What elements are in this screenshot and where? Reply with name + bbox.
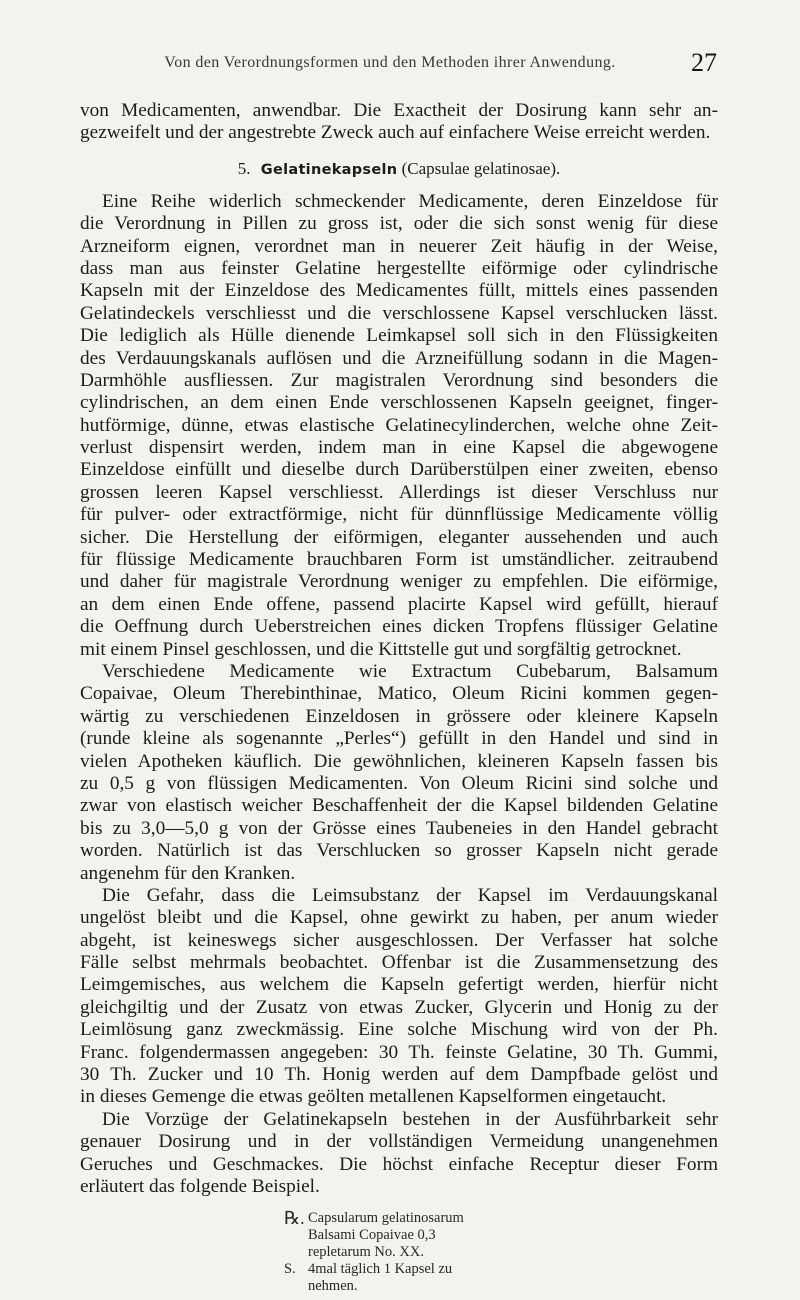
text-line: die Oeffnung durch Ueberstreichen eines dicken Tropfens flüssiger Gelatine xyxy=(80,616,718,638)
text-line: dass man aus feinster Gelatine hergestellte eiförmige oder cylindrische xyxy=(80,257,718,279)
text-line: worden. Natürlich ist das Verschlucken so grosser Kapseln nicht gerade xyxy=(80,840,718,862)
text-line: Die Gefahr, dass die Leimsubstanz der Kapsel im Verdauungskanal xyxy=(102,884,718,906)
text-line: an dem einen Ende offene, passend placirte Kapsel wird gefüllt, hierauf xyxy=(80,593,718,615)
text-line: des Verdauungskanals auflösen und die Arzneifüllung sodann in die Magen- xyxy=(80,347,718,369)
section-title: Gelatinekapseln xyxy=(260,161,398,178)
recipe-signa-label: S. xyxy=(284,1261,296,1278)
text-line: bis zu 3,0—5,0 g von der Grösse eines Taubeneies in den Handel gebracht xyxy=(80,817,718,839)
text-line: von Medicamenten, anwendbar. Die Exactheit der Dosirung kann sehr an- xyxy=(80,100,718,121)
text-line: erläutert das folgende Beispiel. xyxy=(80,1175,320,1197)
text-line: Darmhöhle ausfliessen. Zur magistralen Verordnung sind besonders die xyxy=(80,369,718,391)
paragraph-intro xyxy=(80,100,718,145)
page-number: 27 xyxy=(691,48,717,77)
prescription-example xyxy=(284,1210,718,1295)
text-line: Eine Reihe widerlich schmeckender Medicamente, deren Einzeldose für xyxy=(102,190,718,212)
text-line: Kapseln mit der Einzeldose des Medicamentes füllt, mittels eines passenden xyxy=(80,280,718,302)
text-line: die Verordnung in Pillen zu gross ist, oder die sich sonst wenig für diese xyxy=(80,213,718,235)
text-line: ungelöst bleibt und die Kapsel, ohne gewirkt zu haben, per anum wieder xyxy=(80,907,718,929)
text-line: (runde kleine als sogenannte „Perles“) gefüllt in den Handel und sind in xyxy=(80,728,718,750)
text-line: Die lediglich als Hülle dienende Leimkapsel soll sich in den Flüssigkeiten xyxy=(80,325,718,347)
section-number: 5. xyxy=(237,158,251,178)
recipe-line: Balsami Copaivae 0,3 xyxy=(308,1227,436,1244)
text-line: in dieses Gemenge die etwas geölten metallenen Kapselformen eingetaucht. xyxy=(80,1086,667,1108)
section-heading xyxy=(80,157,718,181)
text-line: Leimgemisches, aus welchem die Kapseln gefertigt werden, hierfür nicht xyxy=(80,974,718,996)
recipe-signa-line: nehmen. xyxy=(308,1278,358,1295)
text-line: verlust dispensirt werden, indem man in eine Kapsel die abgewogene xyxy=(80,437,718,459)
paragraph-main xyxy=(80,191,718,661)
text-line: zwar von elastisch weicher Beschaffenheit der die Kapsel bildenden Gelatine xyxy=(80,795,718,817)
text-line: Franc. folgendermassen angegeben: 30 Th. feinste Gelatine, 30 Th. Gummi, xyxy=(80,1041,718,1063)
recipe-line: repletarum No. XX. xyxy=(308,1244,424,1261)
text-line: angenehm für den Kranken. xyxy=(80,862,296,884)
text-line: Arzneiform eignen, verordnet man in neuerer Zeit häufig in der Weise, xyxy=(80,235,718,257)
paragraph-3 xyxy=(80,885,718,1109)
text-line: Einzeldose einfüllt und dieselbe durch Darüberstülpen einer zweiten, ebenso xyxy=(80,459,718,481)
text-line: für flüssige Medicamente brauchbaren Form ist umständlicher. zeitraubend xyxy=(80,549,718,571)
running-head: Von den Verordnungsformen und den Methoden ihrer Anwendung. xyxy=(164,54,616,71)
paragraph-2 xyxy=(80,661,718,885)
text-line: Copaivae, Oleum Therebinthinae, Matico, Oleum Ricini kommen gegen- xyxy=(80,683,718,705)
text-line: und daher für magistrale Verordnung weniger zu empfehlen. Die eiförmige, xyxy=(80,571,718,593)
text-line: wärtig zu verschiedenen Einzeldosen in grössere oder kleinere Kapseln xyxy=(80,705,718,727)
paragraph-4 xyxy=(80,1109,718,1199)
recipe-rx-symbol: ℞. xyxy=(284,1208,305,1229)
text-line: genauer Dosirung und in der vollständigen Vermeidung unangenehmen xyxy=(80,1131,718,1153)
recipe-signa-line: 4mal täglich 1 Kapsel zu xyxy=(308,1261,453,1278)
text-line: zu 0,5 g von flüssigen Medicamenten. Von Oleum Ricini sind solche und xyxy=(80,772,718,794)
text-line: mit einem Pinsel geschlossen, und die Kittstelle gut und sorgfältig getrocknet. xyxy=(80,638,682,660)
body-text xyxy=(80,100,718,1295)
section-subtitle: (Capsulae gelatinosae). xyxy=(401,158,561,178)
text-line: Geruches und Geschmackes. Die höchst einfache Receptur dieser Form xyxy=(80,1153,718,1175)
text-line: cylindrischen, an dem einen Ende verschlossenen Kapseln geeignet, finger- xyxy=(80,392,718,414)
text-line: vielen Apotheken käuflich. Die gewöhnlichen, kleineren Kapseln fassen bis xyxy=(80,750,718,772)
text-line: für pulver- oder extractförmige, nicht für dünnflüssige Medicamente völlig xyxy=(80,504,718,526)
page-header xyxy=(95,48,717,84)
recipe-line: Capsularum gelatinosarum xyxy=(308,1210,464,1227)
text-line: Leimlösung ganz zweckmässig. Eine solche Mischung wird von der Ph. xyxy=(80,1019,718,1041)
text-line: gleichgiltig und der Zusatz von etwas Zucker, Glycerin und Honig zu der xyxy=(80,996,718,1018)
text-line: grossen leeren Kapsel verschliesst. Allerdings ist dieser Verschluss nur xyxy=(80,481,718,503)
text-line: gezweifelt und der angestrebte Zweck auch auf einfachere Weise erreicht werden. xyxy=(80,122,711,144)
text-line: abgeht, ist keineswegs sicher ausgeschlossen. Der Verfasser hat solche xyxy=(80,929,718,951)
text-line: 30 Th. Zucker und 10 Th. Honig werden auf dem Dampfbade gelöst und xyxy=(80,1064,718,1086)
text-line: Fälle selbst mehrmals beobachtet. Offenbar ist die Zusammensetzung des xyxy=(80,952,718,974)
text-line: Verschiedene Medicamente wie Extractum Cubebarum, Balsamum xyxy=(102,660,718,682)
text-line: Die Vorzüge der Gelatinekapseln bestehen in der Ausführbarkeit sehr xyxy=(102,1108,718,1130)
text-line: hutförmige, dünne, etwas elastische Gelatinecylinderchen, welche ohne Zeit- xyxy=(80,414,718,436)
text-line: sicher. Die Herstellung der eiförmigen, eleganter aussehenden und auch xyxy=(80,526,718,548)
text-line: Gelatindeckels verschliesst und die verschlossene Kapsel verschlucken lässt. xyxy=(80,302,718,324)
